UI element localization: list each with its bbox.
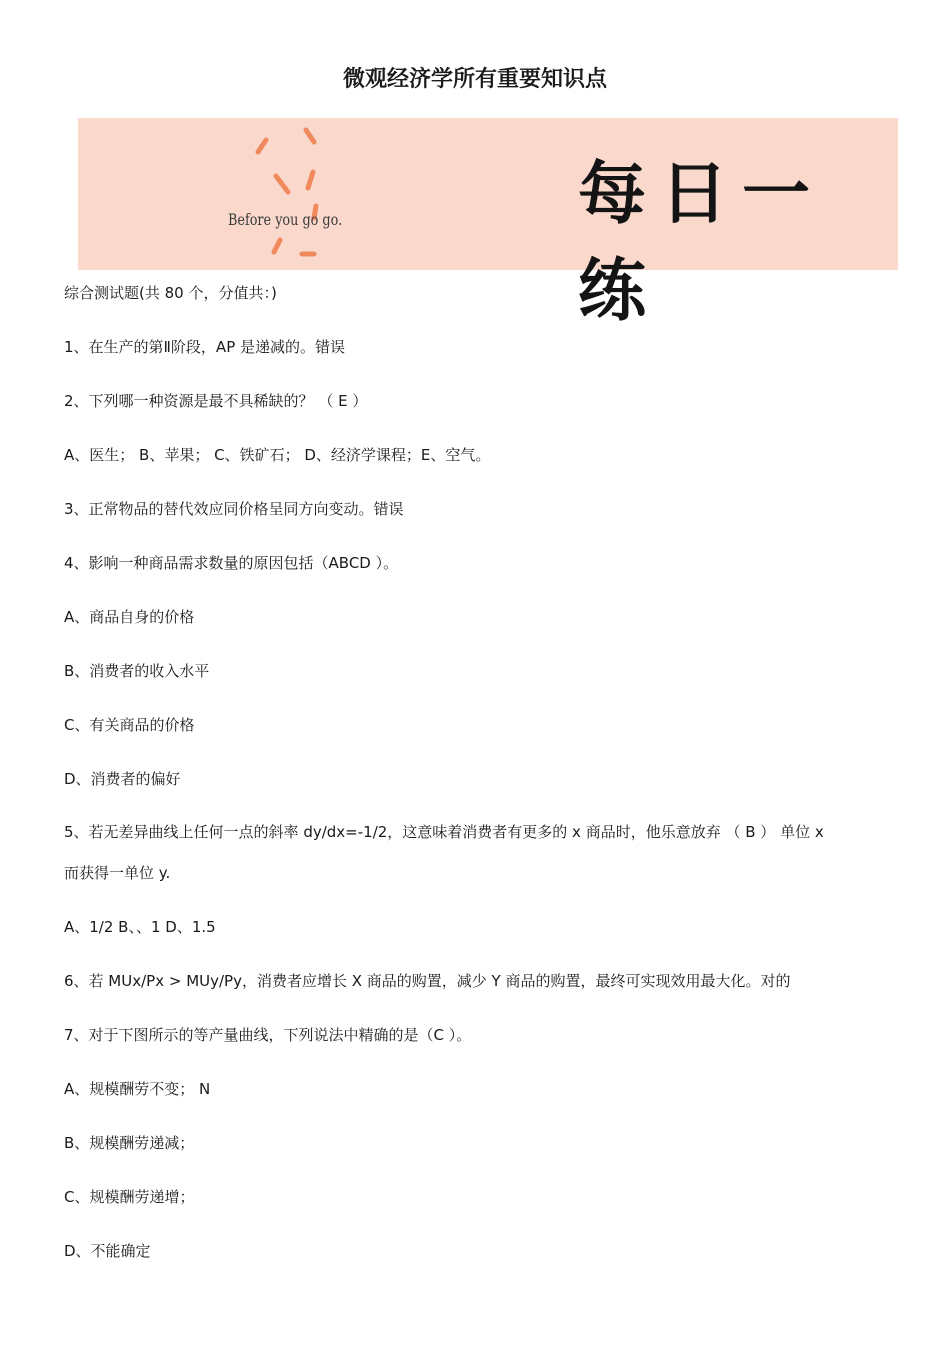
question-4-option-d: D、消费者的偏好 [64, 770, 181, 788]
question-5-options: A、1/2 B、、1 D、1.5 [64, 918, 216, 936]
quiz-intro: 综合测试题(共 80 个，分值共：) [64, 284, 277, 302]
question-2: 2、下列哪一种资源是最不具稀缺的？ （ E ） [64, 392, 368, 410]
question-5-continued: 而获得一单位 y. [64, 864, 171, 882]
question-7-option-a: A、规模酬劳不变； N [64, 1080, 211, 1098]
question-4-option-c: C、有关商品的价格 [64, 716, 195, 734]
banner-headline: 每日一练 [578, 155, 825, 331]
question-4-option-b: B、消费者的收入水平 [64, 662, 210, 680]
question-5: 5、若无差异曲线上任何一点的斜率 dy/dx=-1/2，这意味着消费者有更多的 x 商品时，他乐意放弃 （ B ） 单位 x [64, 823, 824, 841]
question-7-option-c: C、规模酬劳递增； [64, 1188, 195, 1206]
question-7-option-d: D、不能确定 [64, 1242, 151, 1260]
page-title: 微观经济学所有重要知识点 [342, 67, 607, 92]
question-4: 4、影响一种商品需求数量的原因包括（ABCD ）。 [64, 554, 399, 572]
question-7: 7、对于下图所示的等产量曲线，下列说法中精确的是（C ）。 [64, 1026, 472, 1044]
question-1: 1、在生产的第Ⅱ阶段，AP 是递减的。错误 [64, 338, 346, 356]
question-6: 6、若 MUx/Px > MUy/Py，消费者应增长 X 商品的购置，减少 Y 商品的购置，最终可实现效用最大化。对的 [64, 972, 791, 990]
question-3: 3、正常物品的替代效应同价格呈同方向变动。错误 [64, 500, 404, 518]
question-4-option-a: A、商品自身的价格 [64, 608, 195, 626]
question-2-options: A、医生； B、苹果； C、铁矿石； D、经济学课程；E、空气。 [64, 446, 491, 464]
question-7-option-b: B、规模酬劳递减； [64, 1134, 195, 1152]
banner-caption: Before you go go. [228, 210, 343, 229]
